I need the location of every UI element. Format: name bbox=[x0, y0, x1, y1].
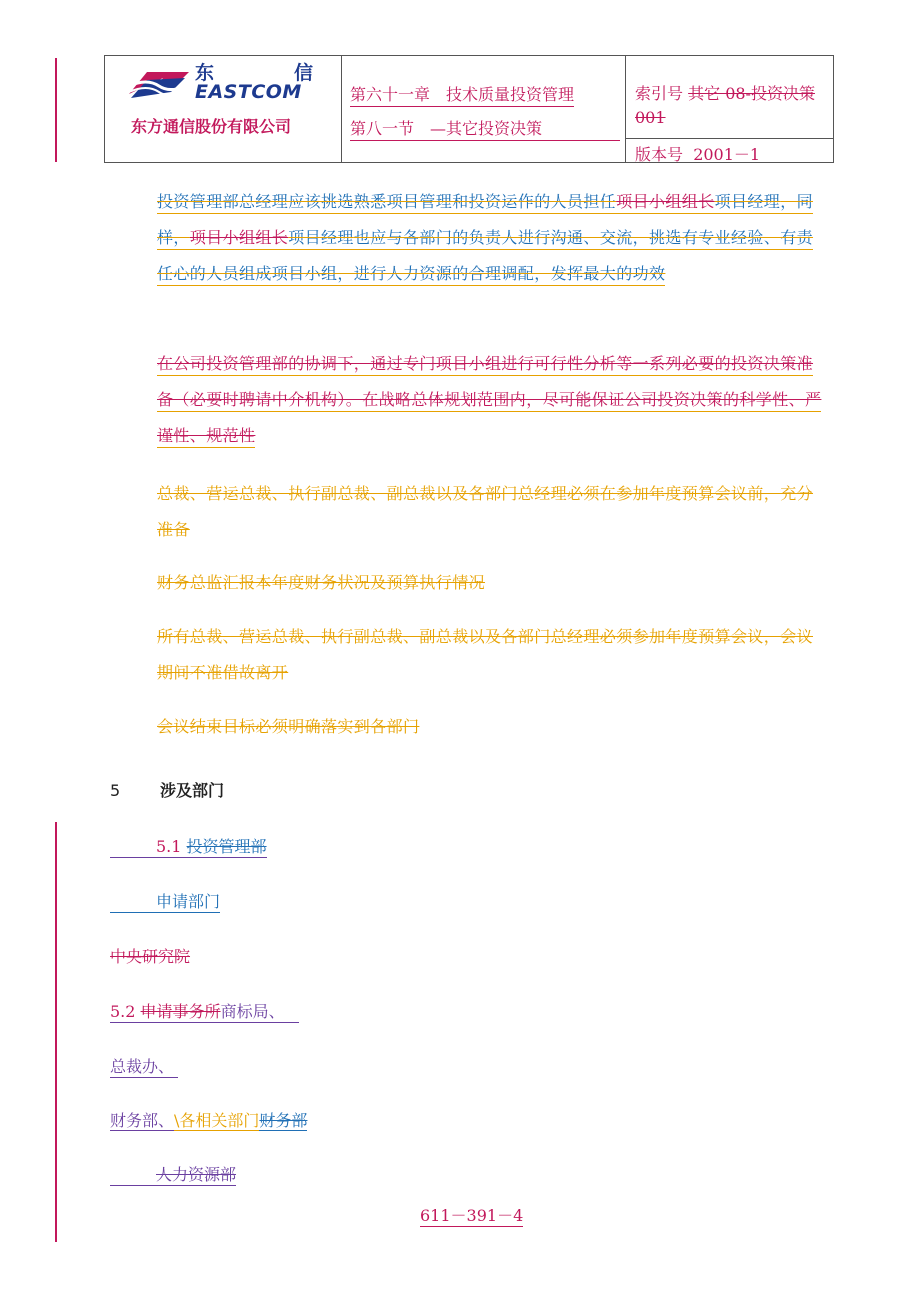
paragraph-6 bbox=[157, 709, 827, 745]
item-research-institute: 中央研究院 bbox=[110, 947, 191, 966]
logo-english-text: EASTCOM bbox=[195, 81, 302, 103]
logo-chinese-text: 东 信 bbox=[195, 62, 313, 84]
revision-bar-items bbox=[55, 822, 57, 1242]
paragraph-5 bbox=[157, 619, 827, 691]
paragraph-1-segment: 也应与各部门的负责人进行沟通、交流，挑选有专业经验、有责任心的人员组成项目小组，进行人力资源的合理调配，发挥最大的功效 bbox=[157, 228, 813, 286]
paragraph-1-segment: 项目经理 bbox=[288, 228, 354, 250]
paragraph-1-segment: 项目经理 bbox=[715, 192, 781, 214]
paragraph-4-segment: 财务总监汇报本年度财务状况及预算执行情况 bbox=[157, 573, 486, 592]
paragraph-1-segment: 项目小组组长 bbox=[616, 192, 714, 214]
paragraph-2 bbox=[157, 346, 827, 454]
paragraph-6-segment: 会议结束目标必须明确落实到各部门 bbox=[157, 717, 420, 736]
paragraph-2-segment: 在公司投资管理部的协调下，通过专门项目小组进行可行性分析等一系列必要的投资决策准备（必要时聘请中介机构）。在战略总体规划范围内，尽可能保证公司投资决策的科学性、严谨性、规范性 bbox=[157, 354, 821, 448]
paragraph-4 bbox=[157, 565, 827, 601]
item-finance-dept: 财务部、\各相关部门财务部 bbox=[110, 1111, 308, 1130]
item-hr-dept: 人力资源部 bbox=[110, 1162, 236, 1186]
paragraph-1-segment: ，同样， bbox=[157, 192, 813, 250]
item-5-1: 5.1 投资管理部 bbox=[110, 834, 267, 858]
index-number: 索引号 其它 08-投资决策 001 bbox=[635, 84, 815, 127]
paragraph-3 bbox=[157, 476, 827, 548]
paragraph-5-segment: 所有总裁、营运总裁、执行副总裁、副总裁以及各部门总经理必须参加年度预算会议，会议期间不准借故离开 bbox=[157, 627, 814, 682]
paragraph-1 bbox=[157, 184, 827, 292]
document-header bbox=[104, 55, 834, 163]
section-title: 第八一节 —其它投资决策 bbox=[350, 116, 620, 141]
revision-bar-header bbox=[55, 58, 57, 162]
item-apply-dept: 申请部门 bbox=[110, 889, 220, 913]
paragraph-3-segment: 总裁、营运总裁、执行副总裁、副总裁以及各部门总经理必须在参加年度预算会议前，充分准备 bbox=[157, 484, 814, 539]
paragraph-1-segment: 投资管理部总经理应该挑选熟悉项目管理和投资运作的人员担任 bbox=[157, 192, 616, 214]
company-name: 东方通信股份有限公司 bbox=[131, 117, 292, 136]
version-number: 版本号 2001－1 bbox=[635, 145, 761, 164]
item-president-office: 总裁办、 bbox=[110, 1054, 178, 1078]
section-heading: 5 涉及部门 bbox=[110, 781, 225, 800]
eastcom-logo-icon bbox=[127, 64, 191, 106]
page-number: 611－391－4 bbox=[420, 1203, 523, 1227]
chapter-title: 第六十一章 技术质量投资管理 bbox=[350, 82, 574, 107]
paragraph-1-segment: 项目小组组长 bbox=[190, 228, 288, 250]
item-5-2: 5.2 申请事务所商标局、 bbox=[110, 999, 299, 1023]
